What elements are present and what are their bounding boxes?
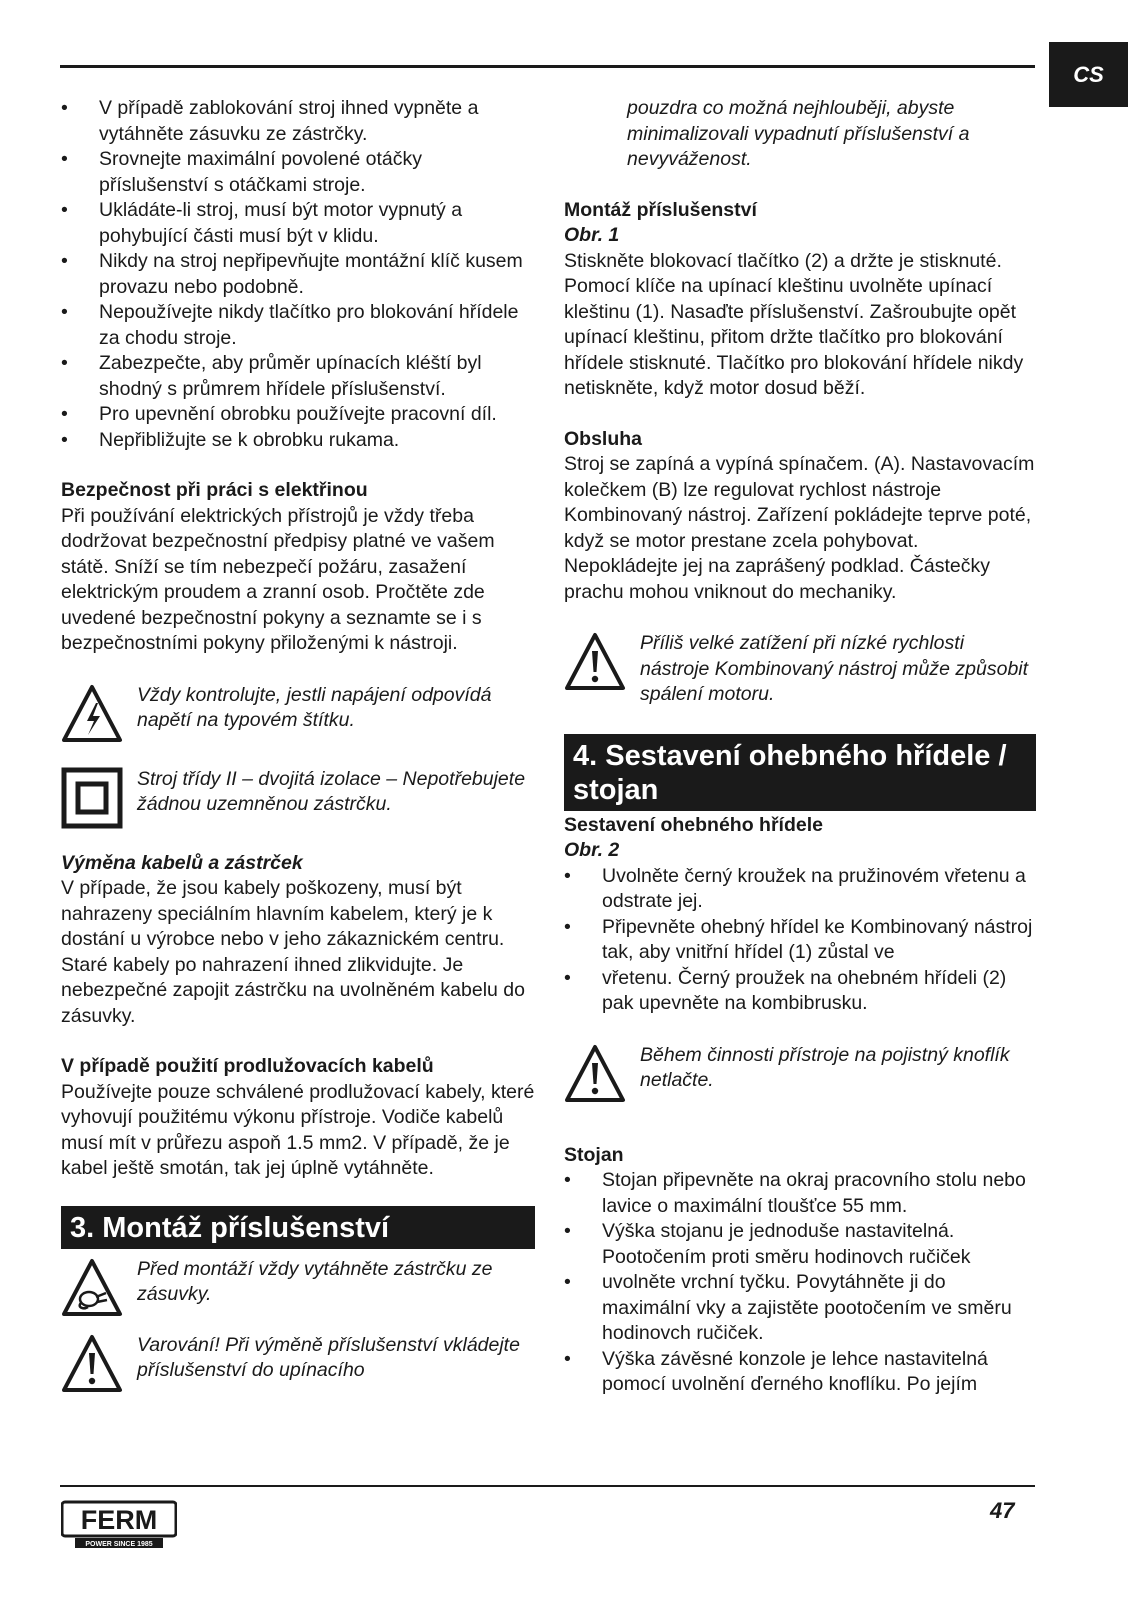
warning-icon [61,1333,123,1395]
class2-note [61,767,535,829]
double-insulation-icon [61,767,123,829]
list-item: • Nikdy na stroj nepřipevňujte montážní klíč kusem provazu nebo podobně. [61,249,535,300]
stand-bullet-list [564,1168,1036,1398]
safety-bullet-list [61,96,535,453]
warning-icon [564,1043,626,1105]
language-tab: CS [1049,42,1128,107]
ferm-logo [61,1500,177,1549]
list-item: • Zabezpečte, aby průměr upínacích kléští byl shodný s průmrem hřídele příslušenství. [61,351,535,402]
list-item: • Ukládáte-li stroj, musí být motor vypnutý a pohybující části musí být v klidu. [61,198,535,249]
mounting-heading: Montáž příslušenství [564,198,757,221]
list-item: • Stojan připevněte na okraj pracovního stolu nebo lavice o maximální tloušťce 55 mm. [564,1168,1036,1219]
unplug-note-text: Před montáží vždy vytáhněte zástrčku ze zásuvky. [137,1257,493,1305]
overload-note-text: Příliš velké zatížení při nízké rychlosti nástroje Kombinovaný nástroj může způsobit spálení motoru. [640,632,1029,705]
knob-note-text: Během činnosti přístroje na pojistný knoflík netlačte. [640,1043,1010,1091]
list-item: • Nepoužívejte nikdy tlačítko pro blokování hřídele za chodu stroje. [61,300,535,351]
list-item: • Uvolněte černý kroužek na pružinovém vřetenu a odstrate jej. [564,864,1036,915]
list-item: • Výška stojanu je jednoduše nastavitelná. Pootočením proti směru hodinovch ručiček [564,1219,1036,1270]
cable-replacement-heading: Výměna kabelů a zástrček [61,851,303,874]
mounting-text: Stiskněte blokovací tlačítko (2) a držte je stisknuté. Pomocí klíče na upínací kleštinu uvolněte upínací kleštinu (1). Nasaďte příslušenství. Zašroubujte opět upínací kleštinu, přitom držte tlačítko pro blokování hřídele stisknuté. Tlačítko pro blokování hřídele nikdy netiskněte, když motor dosud běží. [564,249,1024,399]
list-item: • Výška závěsné konzole je lehce nastavitelná pomocí uvolnění ďerného knoflíku. Po jejím [564,1347,1036,1398]
flexible-shaft-bullet-list [564,864,1036,1017]
left-column [61,96,535,1395]
unplug-note [61,1257,535,1319]
right-column [564,96,1036,1398]
voltage-note-text: Vždy kontrolujte, jestli napájení odpovídá napětí na typovém štítku. [137,683,492,731]
operation-heading: Obsluha [564,427,643,450]
knob-note [564,1043,1036,1105]
warning-icon [564,631,626,693]
overload-note [564,631,1036,708]
unplug-warning-icon [61,1257,123,1319]
logo-tagline: POWER SINCE 1985 [85,1541,153,1548]
extension-cable-heading: V případě použití prodlužovacích kabelů [61,1055,434,1077]
extension-cable-text: Používejte pouze schválené prodlužovací kabely, které vyhovují použitému výkonu přístroje. Vodiče kabelů musí mít v průřezu aspoň 1.5 mm2. V případě, že je kabel ještě smotán, tak jej úplně vytáhněte. [61,1080,535,1179]
electric-safety-heading: Bezpečnost při práci s elektřinou [61,479,368,501]
list-item: • uvolněte vrchní tyčku. Povytáhněte ji do maximální vky a zajistěte pootočením ve směru hodinovch ručiček. [564,1270,1036,1347]
list-item: • Připevněte ohebný hřídel ke Kombinovaný nástroj tak, aby vnitřní hřídel (1) zůstal ve [564,915,1036,966]
list-item: • Nepřibližujte se k obrobku rukama. [61,428,535,454]
flexible-shaft-figure-ref: Obr. 2 [564,839,620,861]
high-voltage-icon [61,683,123,745]
operation-text: Stroj se zapíná a vypíná spínačem. (A). Nastavovacím kolečkem (B) lze regulovat rychlost nástroje Kombinovaný nástroj. Zařízení pokládejte teprve poté, když se motor prestane zcela pohybovat. Nepokládejte jej na zaprášený podklad. Částečky prachu mohou vniknout do mechaniky. [564,453,1035,603]
page-number: 47 [990,1498,1015,1523]
flexible-shaft-heading: Sestavení ohebného hřídele [564,813,823,836]
top-rule [60,65,1035,68]
list-item: • vřetenu. Černý proužek na ohebném hřídeli (2) pak upevněte na kombibrusku. [564,966,1036,1017]
logo-wordmark: FERM [80,1505,158,1535]
voltage-note [61,683,535,745]
electric-safety-text: Při používání elektrických přístrojů je vždy třeba dodržovat bezpečnostní předpisy platné ve vašem státě. Sníží se tím nebezpečí požáru, zasažení elektrickým proudem a zranní osob. Pročtěte zde uvedené bezpečnostní pokyny a seznamte se i s bezpečnostními pokyny přiloženými k nástroji. [61,504,495,654]
cable-replacement-text: V případe, že jsou kabely poškozeny, musí být nahrazeny speciálním hlavním kabelem, který je k dostání u výrobce nebo v jeho zákaznickém centru. Staré kabely po nahrazení ihned zlikvidujte. Je nebezpečné zapojit zástrčku na uvolněném kabelu do zásuvky. [61,877,525,1027]
class2-note-text: Stroj třídy II – dvojitá izolace – Nepotřebujete žádnou uzemněnou zástrčku. [137,767,526,815]
stand-heading: Stojan [564,1143,624,1166]
section-4-title: 4. Sestavení ohebného hřídele / stojan [564,734,1036,811]
list-item: • Pro upevnění obrobku používejte pracovní díl. [61,402,535,428]
mounting-figure-ref: Obr. 1 [564,224,620,246]
accessory-warning-continued: pouzdra co možná nejhlouběji, abyste minimalizovali vypadnutí příslušenství a nevyváženost. [627,97,970,170]
accessory-warning-note [61,1333,535,1395]
accessory-warning-text: Varování! Při výměně příslušenství vkládejte příslušenství do upínacího [137,1333,520,1381]
section-3-title: 3. Montáž příslušenství [61,1206,535,1249]
list-item: • V případě zablokování stroj ihned vypněte a vytáhněte zásuvku ze zástrčky. [61,96,535,147]
list-item: • Srovnejte maximální povolené otáčky příslušenství s otáčkami stroje. [61,147,535,198]
bottom-rule [60,1485,1035,1487]
